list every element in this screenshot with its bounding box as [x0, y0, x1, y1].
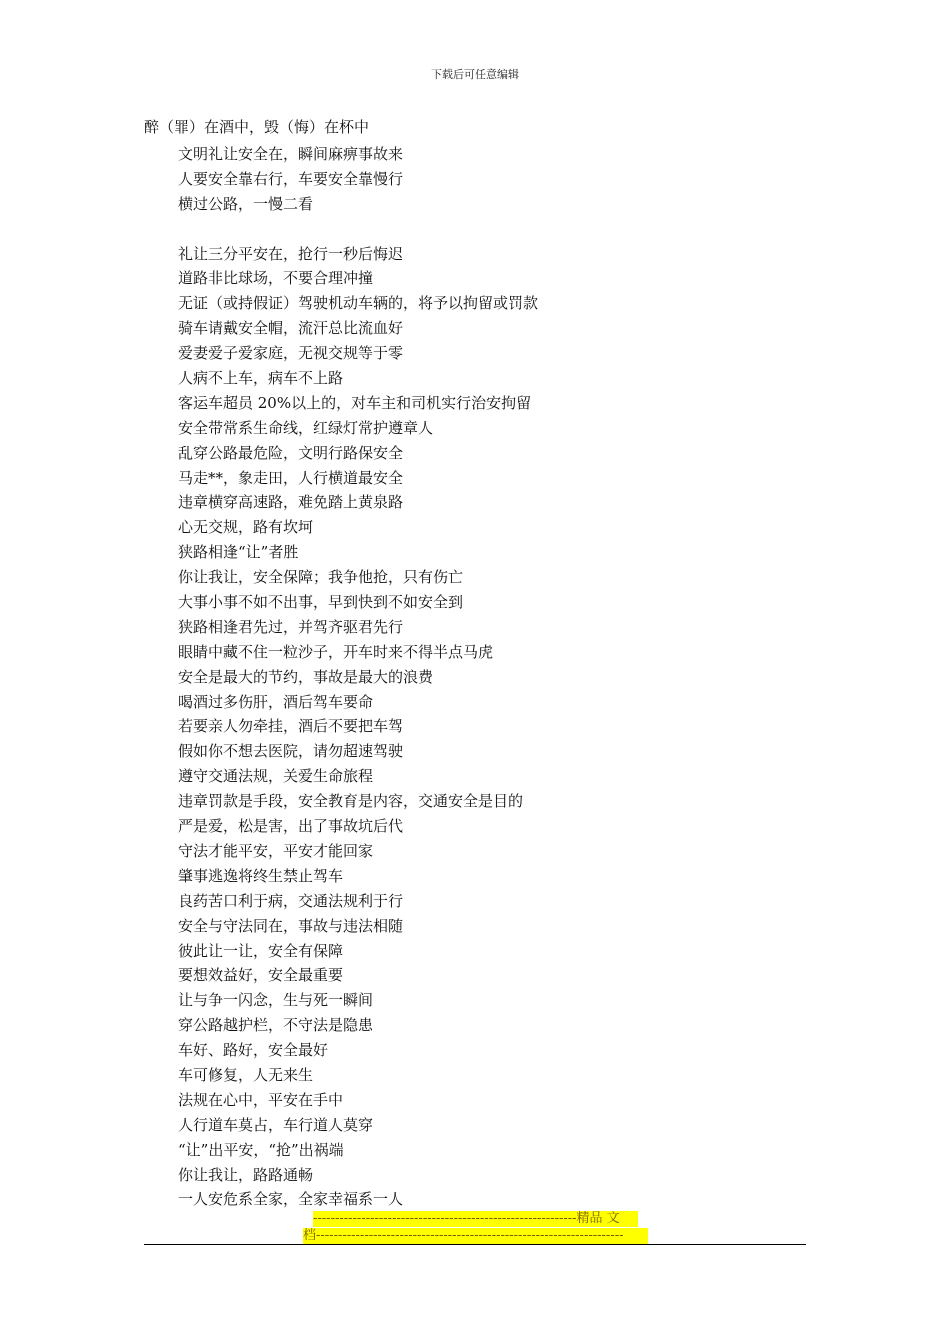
slogan-line: 假如你不想去医院，请勿超速驾驶 — [178, 742, 404, 761]
slogan-line: 爱妻爱子爱家庭，无视交规等于零 — [178, 344, 404, 363]
slogan-line: 车好、路好，安全最好 — [178, 1041, 329, 1060]
slogan-line: 安全与守法同在，事故与违法相随 — [178, 916, 404, 935]
slogan-line: 礼让三分平安在，抢行一秒后悔迟 — [178, 244, 404, 263]
slogan-line: 要想效益好，安全最重要 — [178, 966, 344, 985]
slogan-line: 骑车请戴安全帽，流汗总比流血好 — [178, 319, 404, 338]
footer-highlight-line-1: ------------------------------------------------------------精品 文 — [313, 1211, 638, 1227]
slogan-line: 乱穿公路最危险，文明行路保安全 — [178, 443, 404, 462]
blank-line — [178, 217, 538, 242]
slogan-line: 车可修复，人无来生 — [178, 1065, 314, 1084]
slogan-line: 违章罚款是手段，安全教育是内容，交通安全是目的 — [178, 792, 524, 811]
slogan-line: 眼睛中藏不住一粒沙子，开车时来不得半点马虎 — [178, 642, 494, 661]
slogan-line: 安全带常系生命线，红绿灯常护遵章人 — [178, 418, 434, 437]
slogan-line: 马走**，象走田，人行横道最安全 — [178, 468, 404, 487]
slogan-line: 喝酒过多伤肝，酒后驾车要命 — [178, 692, 374, 711]
slogan-line: 人行道车莫占，车行道人莫穿 — [178, 1115, 374, 1134]
footer-divider — [144, 1244, 806, 1245]
slogan-line: 客运车超员 20%以上的，对车主和司机实行治安拘留 — [178, 393, 532, 412]
slogan-line: 狭路相逢君先过，并驾齐驱君先行 — [178, 617, 404, 636]
slogan-line: 若要亲人勿牵挂，酒后不要把车驾 — [178, 717, 404, 736]
first-slogan: 醉（罪）在酒中，毁（悔）在杯中 — [144, 118, 370, 136]
slogan-line: 严是爱，松是害，出了事故坑后代 — [178, 817, 404, 836]
slogan-line: 人病不上车，病车不上路 — [178, 369, 344, 388]
footer-highlight-line-2: 档---------------------------------------------------------------------- — [303, 1228, 648, 1244]
slogan-line: 狭路相逢“让”者胜 — [178, 543, 299, 562]
slogan-line: 心无交规，路有坎坷 — [178, 518, 314, 537]
slogan-line: 让与争一闪念，生与死一瞬间 — [178, 991, 374, 1010]
slogan-line: 文明礼让安全在，瞬间麻痹事故来 — [178, 145, 404, 163]
slogan-line: 你让我让，安全保障；我争他抢，只有伤亡 — [178, 568, 464, 587]
slogan-line: 违章横穿高速路，难免踏上黄泉路 — [178, 493, 404, 512]
slogan-line: 横过公路，一慢二看 — [178, 194, 314, 213]
slogan-line: 大事小事不如不出事，早到快到不如安全到 — [178, 593, 464, 612]
slogan-line: 遵守交通法规，关爱生命旅程 — [178, 767, 374, 786]
slogan-line: 道路非比球场，不要合理冲撞 — [178, 269, 374, 288]
slogan-line: 一人安危系全家，全家幸福系一人 — [178, 1190, 404, 1209]
slogan-line: 无证（或持假证）驾驶机动车辆的，将予以拘留或罚款 — [178, 294, 539, 313]
page-header: 下载后可任意编辑 — [431, 68, 519, 81]
slogan-line: 人要安全靠右行，车要安全靠慢行 — [178, 169, 404, 188]
slogan-line: 肇事逃逸将终生禁止驾车 — [178, 866, 344, 885]
slogan-line: 安全是最大的节约，事故是最大的浪费 — [178, 667, 434, 686]
slogan-list — [178, 142, 538, 1212]
slogan-line: “让”出平安，“抢”出祸端 — [178, 1140, 344, 1159]
slogan-line: 法规在心中，平安在手中 — [178, 1090, 344, 1109]
slogan-line: 良药苦口利于病，交通法规利于行 — [178, 891, 404, 910]
slogan-line: 守法才能平安，平安才能回家 — [178, 841, 374, 860]
slogan-line: 彼此让一让，安全有保障 — [178, 941, 344, 960]
slogan-line: 穿公路越护栏，不守法是隐患 — [178, 1016, 374, 1035]
slogan-line: 你让我让，路路通畅 — [178, 1165, 314, 1184]
